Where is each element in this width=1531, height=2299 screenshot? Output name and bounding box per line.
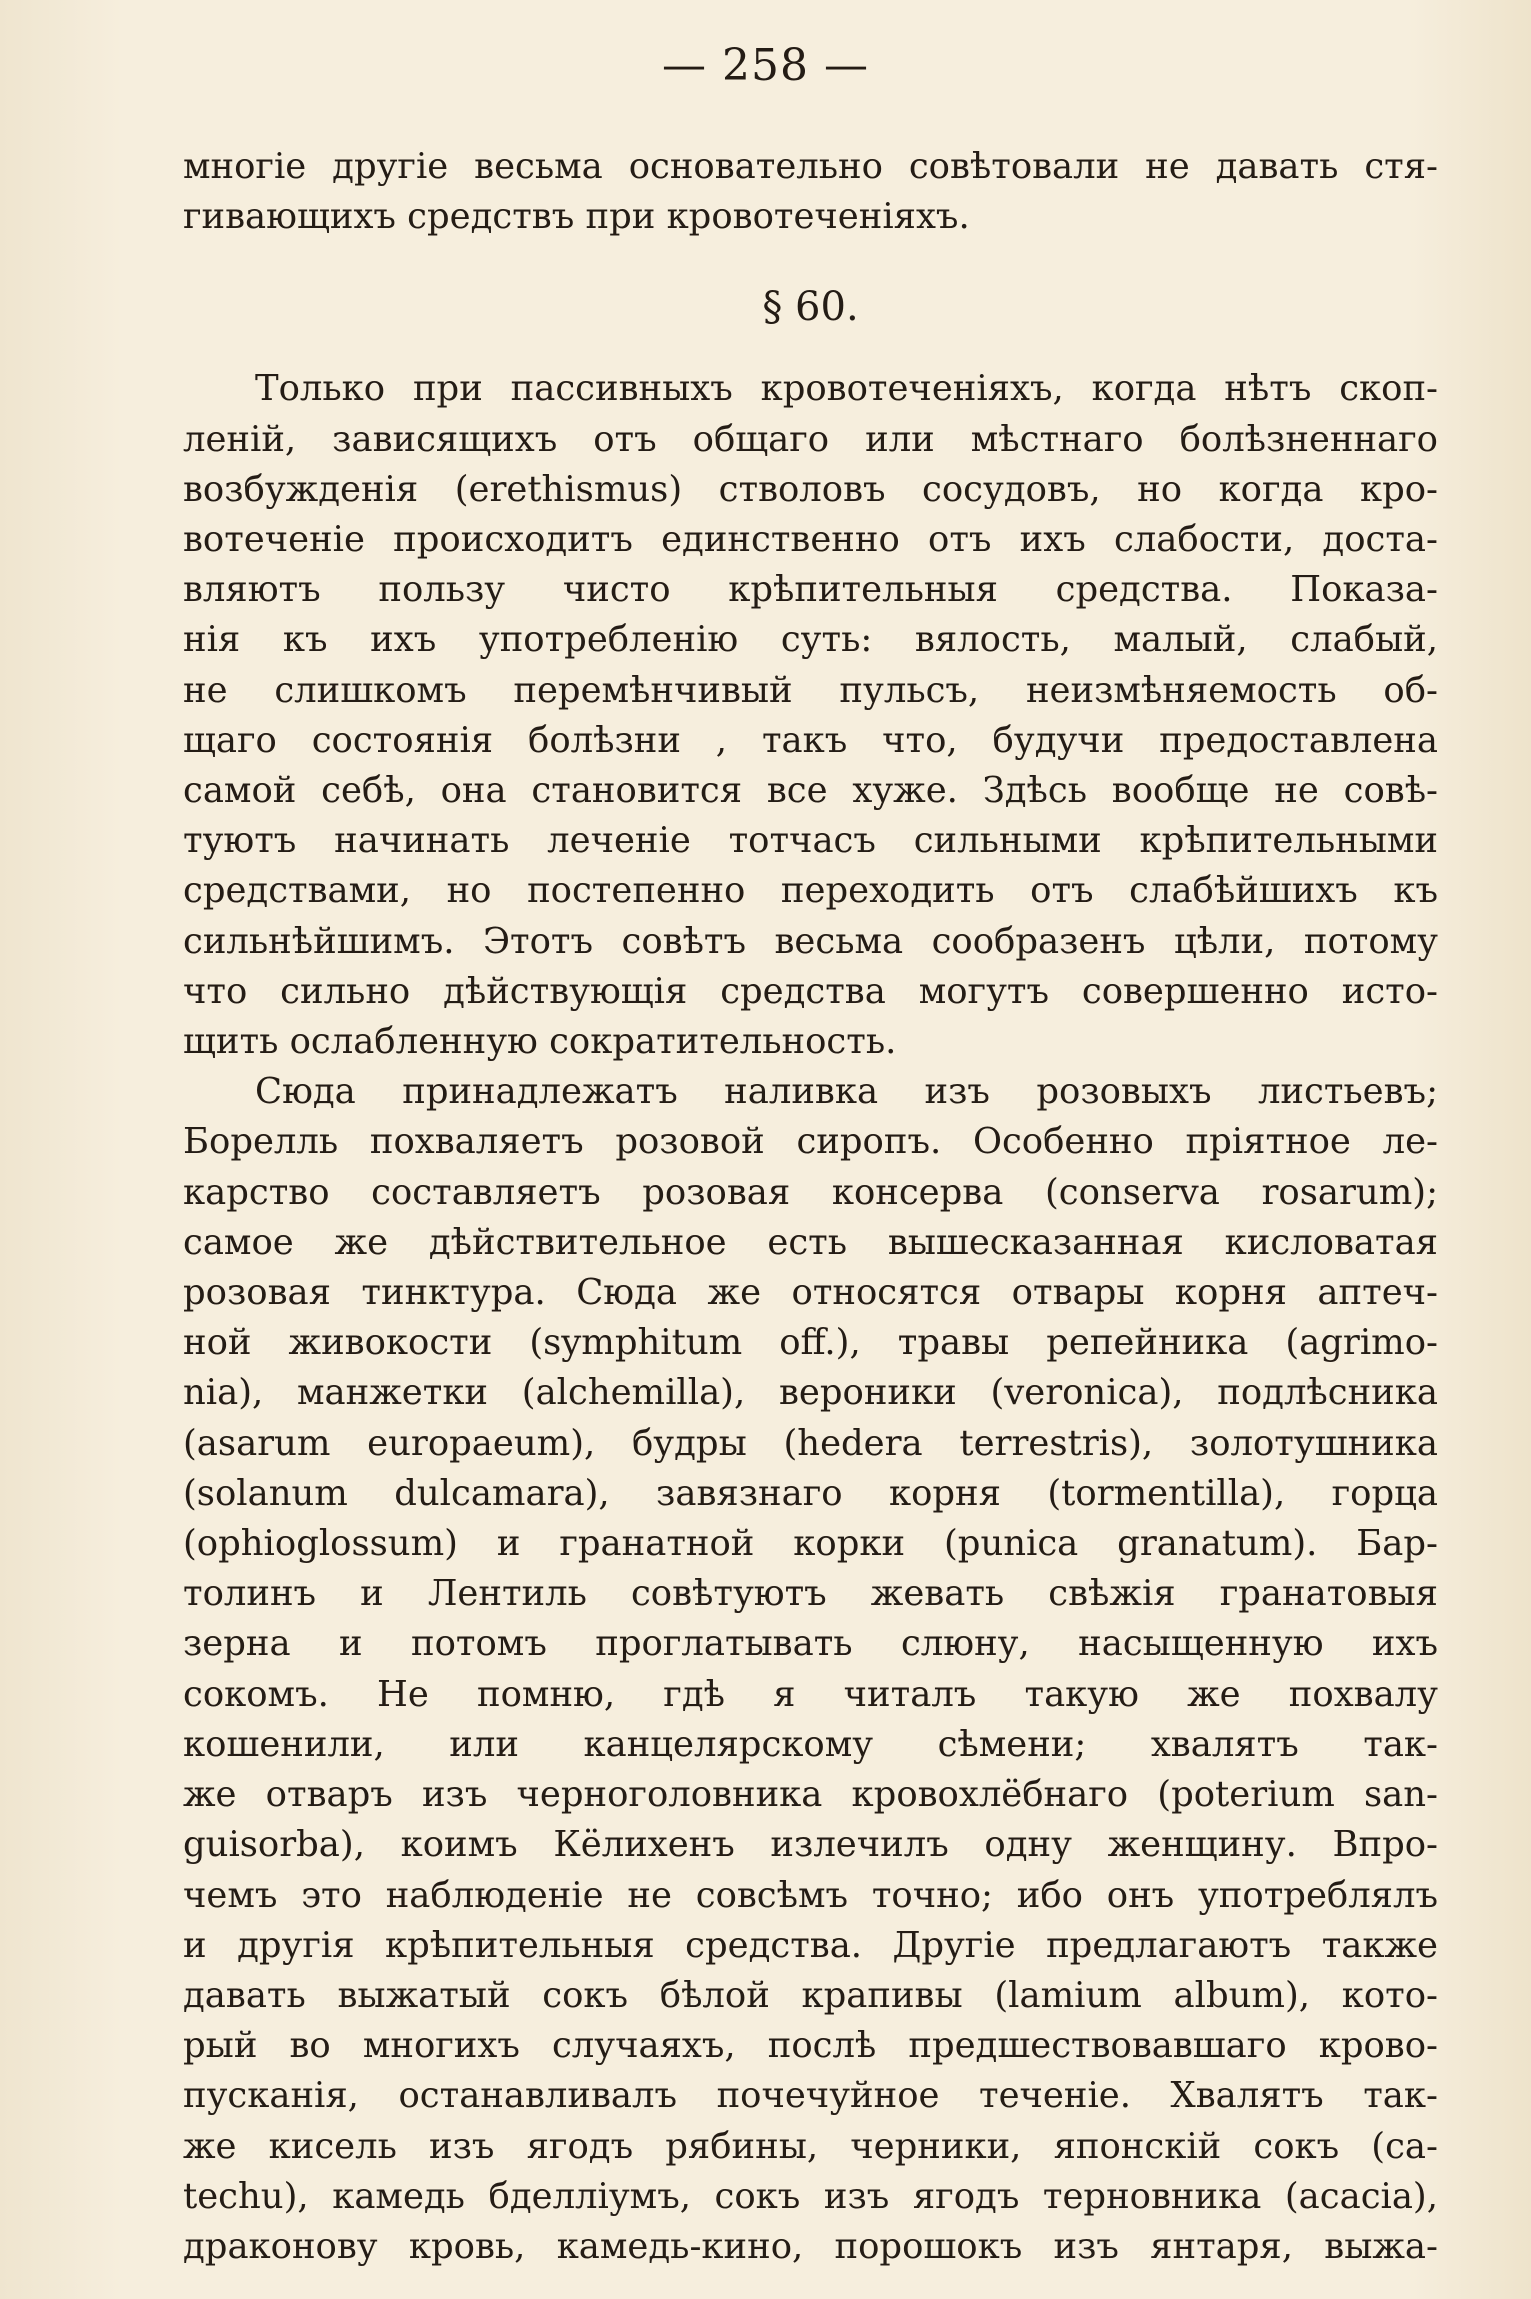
text-line: гивающихъ средствъ при кровотеченіяхъ. — [183, 196, 970, 238]
text-line: самой себѣ, она становится все хуже. Здѣсь вообще не совѣ- — [183, 770, 1438, 812]
text-line: средствами, но постепенно переходить отъ слабѣйшихъ къ — [183, 870, 1438, 912]
text-line: зерна и потомъ проглатывать слюну, насыщенную ихъ — [183, 1623, 1438, 1665]
text-line: чемъ это наблюденіе не совсѣмъ точно; ибо онъ употреблялъ — [183, 1874, 1438, 1916]
paragraph-2 — [183, 1067, 1438, 2272]
text-line: вляютъ пользу чисто крѣпительныя средства. Показа- — [183, 569, 1438, 611]
text-line: Борелль похваляетъ розовой сиропъ. Особенно пріятное ле- — [183, 1121, 1438, 1163]
text-line: сокомъ. Не помню, гдѣ я читалъ такую же похвалу — [183, 1673, 1438, 1715]
text-line: что сильно дѣйствующія средства могутъ совершенно исто- — [183, 970, 1438, 1012]
text-line: ной живокости (symphitum off.), травы репейника (agrimo- — [183, 1322, 1438, 1364]
text-line: и другія крѣпительныя средства. Другіе предлагаютъ также — [183, 1924, 1438, 1966]
text-line: щаго состоянія болѣзни , такъ что, будучи предоставлена — [183, 719, 1438, 761]
text-line: nia), манжетки (alchemilla), вероники (veronica), подлѣсника — [183, 1372, 1438, 1414]
text-line: нія къ ихъ употребленію суть: вялость, малый, слабый, — [183, 619, 1438, 661]
section-title: § 60. — [762, 284, 859, 331]
text-line: guisorba), коимъ Кёлихенъ излечилъ одну женщину. Впро- — [183, 1824, 1438, 1866]
text-line: же отваръ изъ черноголовника кровохлёбнаго (poterium san- — [183, 1774, 1438, 1816]
text-line: (ophioglossum) и гранатной корки (punica granatum). Бар- — [183, 1523, 1438, 1565]
text-line: рый во многихъ случаяхъ, послѣ предшествовавшаго крово- — [183, 2025, 1438, 2067]
text-line: Только при пассивныхъ кровотеченіяхъ, когда нѣтъ скоп- — [255, 368, 1438, 410]
text-line: (asarum europaeum), будры (hedera terrestris), золотушника — [183, 1422, 1438, 1464]
text-line: (solanum dulcamara), завязнаго корня (tormentilla), горца — [183, 1472, 1438, 1514]
text-line: самое же дѣйствительное есть вышесказанная кисловатая — [183, 1221, 1438, 1263]
text-line: щить ослабленную сократительность. — [183, 1021, 897, 1063]
text-line: леній, зависящихъ отъ общаго или мѣстнаго болѣзненнаго — [183, 418, 1438, 460]
text-line: толинъ и Лентиль совѣтуютъ жевать свѣжія гранатовыя — [183, 1573, 1438, 1615]
text-line: многіе другіе весьма основательно совѣтовали не давать стя- — [183, 146, 1438, 187]
text-line: не слишкомъ перемѣнчивый пульсъ, неизмѣняемость об- — [183, 669, 1438, 711]
text-line: вотеченіе происходитъ единственно отъ ихъ слабости, доста- — [183, 519, 1438, 561]
text-line: драконову кровь, камедь-кино, порошокъ изъ янтаря, выжа- — [183, 2225, 1438, 2267]
text-line: возбужденія (erethismus) стволовъ сосудовъ, но когда кро- — [183, 468, 1438, 510]
page-content — [183, 142, 1438, 2272]
text-line: кошенили, или канцелярскому сѣмени; хвалятъ так- — [183, 1723, 1438, 1765]
page-number: — 258 — — [662, 40, 869, 91]
paragraph-1 — [183, 364, 1438, 1067]
text-line: techu), камедь бделліумъ, сокъ изъ ягодъ терновника (acacia), — [183, 2175, 1438, 2217]
text-line: же кисель изъ ягодъ рябины, черники, японскій сокъ (ca- — [183, 2125, 1438, 2167]
text-line: сильнѣйшимъ. Этотъ совѣтъ весьма сообразенъ цѣли, потому — [183, 920, 1438, 962]
text-line: туютъ начинать леченіе тотчасъ сильными крѣпительными — [183, 820, 1438, 862]
text-line: Сюда принадлежатъ наливка изъ розовыхъ листьевъ; — [255, 1071, 1438, 1113]
text-line: карство составляетъ розовая консерва (conserva rosarum); — [183, 1171, 1438, 1213]
text-line: пусканія, останавливалъ почечуйное теченіе. Хвалятъ так- — [183, 2075, 1438, 2117]
intro-paragraph — [183, 142, 1438, 242]
text-line: давать выжатый сокъ бѣлой крапивы (lamium album), кото- — [183, 1974, 1438, 2016]
text-line: розовая тинктура. Сюда же относятся отвары корня аптеч- — [183, 1272, 1438, 1314]
